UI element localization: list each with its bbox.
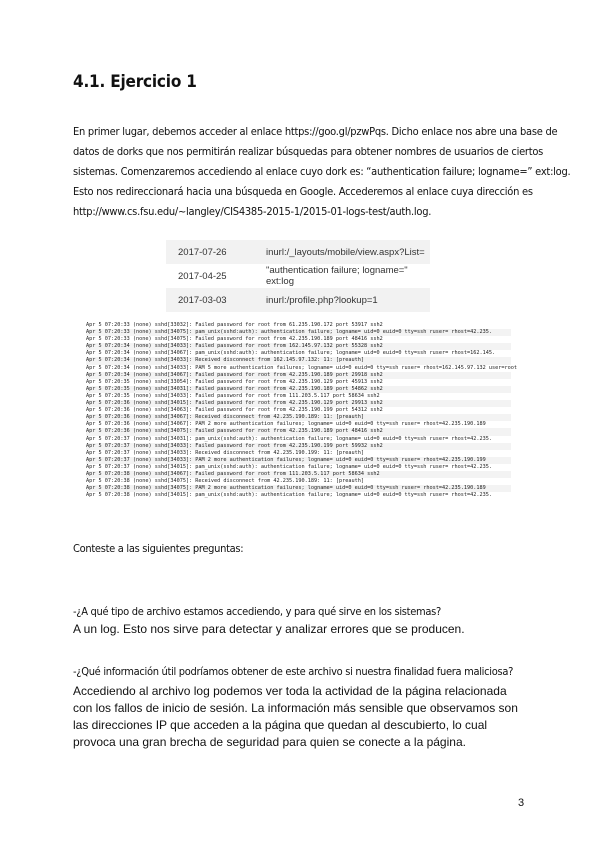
log-line: Apr 5 07:20:35 (none) sshd[34031]: Failed password for root from 42.235.190.189 port 54862 ssh2 [86,386,511,393]
log-line: Apr 5 07:20:38 (none) sshd[34015]: pam_unix(sshd:auth): authentication failure; logname= uid=0 euid=0 tty=ssh ruser= rhost=42.235. [86,492,493,499]
answer-1 [73,621,533,638]
log-line: Apr 5 07:20:38 (none) sshd[34067]: Failed password for root from 111.203.5.117 port 58634 ssh2 [86,471,511,478]
dork-date: 2017-03-03 [166,288,256,312]
log-line: Apr 5 07:20:34 (none) sshd[34067]: pam_unix(sshd:auth): authentication failure; logname= uid=0 euid=0 tty=ssh ruser= rhost=162.145. [86,350,496,357]
log-line: Apr 5 07:20:38 (none) sshd[34075]: Received disconnect from 42.235.190.189: 11: [preauth] [86,478,364,485]
answer-2 [73,683,533,751]
answer-line: provoca una gran brecha de seguridad para quien se conecte a la página. [73,735,466,749]
answer-line: con los fallos de inicio de sesión. La información más sensible que observamos son [73,701,518,715]
log-line: Apr 5 07:20:37 (none) sshd[34033]: PAM 2 more authentication failures; logname= uid=0 euid=0 tty=ssh ruser= rhost=42.235.190.199 [86,457,511,464]
answer-line: A un log. Esto nos sirve para detectar y analizar errores que se producen. [73,622,465,636]
answer-line: las direcciones IP que acceden a la página que quedan al descubierto, lo cual [73,718,488,732]
dork-table [166,240,430,312]
intro-line: En primer lugar, debemos acceder al enlace https://goo.gl/pzwPqs. Dicho enlace nos abre una base de [73,125,558,138]
log-line: Apr 5 07:20:35 (none) sshd[34033]: Failed password for root from 111.203.5.117 port 58634 ssh2 [86,392,380,399]
intro-paragraph [73,122,571,222]
dork-row [166,264,430,288]
log-line: Apr 5 07:20:37 (none) sshd[34033]: Received disconnect from 42.235.190.199: 11: [preauth] [86,449,364,456]
log-line: Apr 5 07:20:33 (none) sshd[34075]: Failed password for root from 42.235.190.189 port 48416 ssh2 [86,336,383,343]
intro-line: http://www.cs.fsu.edu/~langley/CIS4385-2015-1/2015-01-logs-test/auth.log. [73,205,432,218]
auth-log-screenshot [86,322,517,499]
dork-row [166,288,430,312]
dork-query: inurl:/profile.php?lookup=1 [256,288,430,312]
question-2: -¿Qué información útil podríamos obtener de este archivo si nuestra finalidad fuera maliciosa? [73,665,514,678]
dork-query: "authentication failure; logname=" ext:log [266,265,408,287]
log-line: Apr 5 07:20:36 (none) sshd[34063]: Failed password for root from 42.235.190.199 port 54312 ssh2 [86,407,383,414]
log-line: Apr 5 07:20:35 (none) sshd[33054]: Failed password for root from 42.235.190.129 port 45913 ssh2 [86,378,383,385]
log-line: Apr 5 07:20:36 (none) sshd[34075]: Failed password for root from 42.235.190.189 port 48416 ssh2 [86,428,511,435]
dork-date: 2017-04-25 [178,270,227,282]
question-1: -¿A qué tipo de archivo estamos accediendo, y para qué sirve en los sistemas? [73,605,441,618]
log-line: Apr 5 07:20:37 (none) sshd[34015]: pam_unix(sshd:auth): authentication failure; logname= uid=0 euid=0 tty=ssh ruser= rhost=42.235. [86,463,493,470]
log-line: Apr 5 07:20:33 (none) sshd[34075]: pam_unix(sshd:auth): authentication failure; logname= uid=0 euid=0 tty=ssh ruser= rhost=42.235. [86,329,511,336]
log-line: Apr 5 07:20:34 (none) sshd[34033]: PAM 5 more authentication failures; logname= uid=0 euid=0 tty=ssh ruser= rhost=162.145.97.132 user=root [86,364,517,371]
log-line: Apr 5 07:20:37 (none) sshd[34031]: pam_unix(sshd:auth): authentication failure; logname= uid=0 euid=0 tty=ssh ruser= rhost=42.235. [86,435,493,442]
log-line: Apr 5 07:20:34 (none) sshd[34033]: Received disconnect from 162.145.97.132: 11: [preauth] [86,357,511,364]
log-line: Apr 5 07:20:33 (none) sshd[33032]: Failed password for root from 61.235.190.172 port 53917 ssh2 [86,322,383,328]
page-number: 3 [518,797,525,809]
intro-line: Esto nos redireccionará hacia una búsqueda en Google. Accederemos al enlace cuya dirección es [73,185,533,198]
questions-label: Conteste a las siguientes preguntas: [73,542,244,555]
log-line: Apr 5 07:20:37 (none) sshd[34033]: Failed password for root from 42.235.190.199 port 59932 ssh2 [86,443,511,450]
log-line: Apr 5 07:20:34 (none) sshd[34033]: Failed password for root from 162.145.97.132 port 55328 ssh2 [86,343,511,350]
dork-date: 2017-07-26 [166,240,256,264]
dork-row [166,240,430,264]
dork-query: inurl:/_layouts/mobile/view.aspx?List= [256,240,430,264]
log-line: Apr 5 07:20:34 (none) sshd[34067]: Failed password for root from 42.235.190.189 port 29918 ssh2 [86,372,511,379]
section-heading: 4.1. Ejercicio 1 [73,72,197,92]
log-line: Apr 5 07:20:36 (none) sshd[34067]: Received disconnect from 42.235.190.189: 11: [preauth] [86,414,511,421]
answer-line: Accediendo al archivo log podemos ver toda la actividad de la página relacionada [73,684,507,698]
log-line: Apr 5 07:20:36 (none) sshd[34015]: Failed password for root from 42.235.190.129 port 29913 ssh2 [86,400,511,407]
intro-line: sistemas. Comenzaremos accediendo al enlace cuyo dork es: “authentication failure; logname=” ext:log. [73,165,571,178]
log-line: Apr 5 07:20:36 (none) sshd[34067]: PAM 2 more authentication failures; logname= uid=0 euid=0 tty=ssh ruser= rhost=42.235.190.189 [86,421,486,428]
intro-line: datos de dorks que nos permitirán realizar búsquedas para obtener nombres de usuarios de ciertos [73,145,544,158]
log-line: Apr 5 07:20:38 (none) sshd[34075]: PAM 2 more authentication failures; logname= uid=0 euid=0 tty=ssh ruser= rhost=42.235.190.189 [86,485,511,492]
